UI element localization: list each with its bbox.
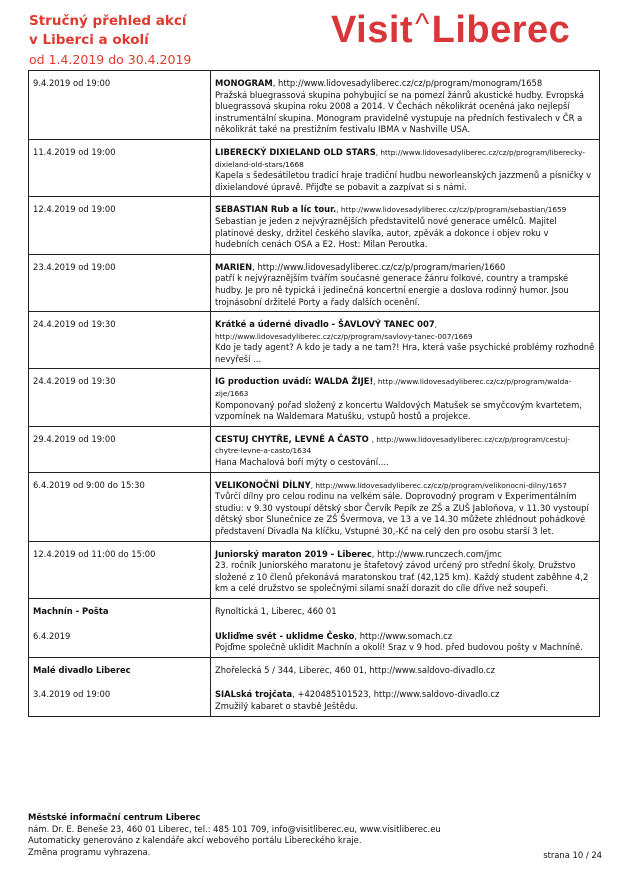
event-text: Kdo je tady agent? A kdo je tady a ne tam?! Hra, která vaše psychické problémy rozhodně nevyřeší ...	[215, 342, 595, 364]
event-link[interactable]: , http://www.lidovesadyliberec.cz/cz/p/program/walda-zije/1663	[215, 377, 572, 399]
event-link[interactable]: , http://www.lidovesadyliberec.cz/cz/p/program/velikonocni-dilny/1657	[310, 480, 567, 490]
event-title: VELIKONOČNÍ DÍLNY	[215, 479, 311, 490]
event-text: Pojďme společně uklidit Machnín a okolí! Sraz v 9 hod. před budovou pošty v Machníně.	[215, 642, 583, 653]
logo-caret: ^	[415, 8, 430, 41]
venue-name: Machnín - Pošta	[29, 598, 211, 623]
event-row	[29, 139, 600, 196]
event-description	[211, 682, 600, 716]
title-line-2: v Liberci a okolí	[29, 32, 149, 48]
event-date: 12.4.2019 od 19:00	[29, 197, 211, 254]
event-row	[29, 254, 600, 311]
event-title: Ukliďme svět - uklidme Česko	[215, 630, 355, 641]
event-description	[211, 139, 600, 196]
event-text: Tvůrčí dílny pro celou rodinu na velkém sále. Doprovodný program v Experimentálním studiu: v 9.30 vystoupí dětský sbor Červík Pepík ze ZŠ a ZUŠ Jabloňova, v 11.30 vystoupí dětský sbor Slunečnice ze ZŠ Švermova, ve 13 a ve 14.30 můžete zhlédnout pohádkové představení Divadla Na klíčku, Vstupné 30,-Kč na celý den pro osobu starší 3 let.	[215, 491, 589, 536]
footer-note-change: Změna programu vyhrazena.	[28, 846, 151, 857]
events-body	[29, 71, 600, 717]
venue-address: Rynoltická 1, Liberec, 460 01	[211, 598, 600, 623]
event-link[interactable]: , http://www.lidovesadyliberec.cz/cz/p/program/savlovy-tanec-007/1669	[215, 320, 473, 341]
event-date: 11.4.2019 od 19:00	[29, 139, 211, 196]
event-date: 23.4.2019 od 19:00	[29, 254, 211, 311]
title-line-1: Stručný přehled akcí	[29, 13, 187, 29]
event-description	[211, 71, 600, 140]
event-description	[211, 312, 600, 369]
event-text: Hana Machalová boří mýty o cestování....	[215, 457, 389, 468]
event-title: Juniorský maraton 2019 - Liberec	[215, 548, 372, 559]
venue-row	[29, 598, 600, 623]
event-date: 3.4.2019 od 19:00	[29, 682, 211, 716]
event-row	[29, 541, 600, 598]
venue-row	[29, 657, 600, 682]
event-date: 9.4.2019 od 19:00	[29, 71, 211, 140]
document-title	[29, 12, 259, 69]
footer-org: Městské informační centrum Liberec	[28, 812, 201, 822]
event-text: Pražská bluegrassová skupina pohybující se na pomezí žánrů akustické hudby. Evropská bluegrassová skupina roku 2008 a 2014. V Čechách několikrát oceněná jako nejlepší instrumentální skupina. Monogram pravidelně vystupuje na předních festivalech v ČR a několikrát také na prestižním festivalu IBMA v Nashville USA.	[215, 89, 585, 135]
event-description	[211, 541, 600, 598]
venue-name: Malé divadlo Liberec	[29, 657, 211, 682]
event-text: Kapela s šedesátiletou tradicí hraje tradiční hudbu neworleanských jazzmenů a písničky v dixielandové úpravě. Přijďte se pobavit a zazpívat si s námi.	[215, 170, 592, 192]
event-link[interactable]: , +420485101523, http://www.saldovo-divadlo.cz	[292, 689, 500, 700]
event-date: 24.4.2019 od 19:30	[29, 369, 211, 426]
event-title: CESTUJ CHYTŘE, LEVNĚ A ČASTO	[215, 433, 372, 444]
venue-address: Zhořelecká 5 / 344, Liberec, 460 01, http://www.saldovo-divadlo.cz	[211, 657, 600, 682]
event-description	[211, 426, 600, 472]
event-title: MONOGRAM	[215, 78, 273, 88]
event-link[interactable]: , http://www.runczech.com/jmc	[371, 548, 502, 559]
event-title: Krátké a úderné divadlo - ŠAVLOVÝ TANEC 007	[215, 319, 435, 330]
logo-word-visit: Visit	[331, 9, 414, 51]
event-row	[29, 472, 600, 541]
event-title: IG production uvádí: WALDA ŽIJE!	[215, 376, 374, 387]
event-text: Zmužilý kabaret o stavbě Ještědu.	[215, 700, 358, 711]
event-row	[29, 682, 600, 716]
event-row	[29, 624, 600, 658]
event-description	[211, 197, 600, 254]
event-description	[211, 472, 600, 541]
event-link[interactable]: , http://www.somach.cz	[354, 630, 453, 641]
event-title: SIALská trojčata	[215, 689, 293, 700]
event-description	[211, 369, 600, 426]
event-row	[29, 369, 600, 426]
event-date: 12.4.2019 od 11:00 do 15:00	[29, 541, 211, 598]
event-link[interactable]: , http://www.lidovesadyliberec.cz/cz/p/program/cestuj-chytre-levne-a-casto/1634	[215, 434, 570, 456]
footer-address: nám. Dr. E. Beneše 23, 460 01 Liberec, tel.: 485 101 709, info@visitliberec.eu, www.visitliberec.eu	[28, 823, 441, 834]
event-text: 23. ročník Juniorského maratonu je štafetový závod určený pro střední školy. Družstvo složené z 10 členů překonává maratonskou trať (42,125 km). Každý student zaběhne 4,2 km a celé družstvo se společnými silami snaží dorazit do cíle dříve než soupeři.	[215, 560, 589, 594]
event-row	[29, 312, 600, 369]
events-table	[28, 70, 600, 717]
event-date: 24.4.2019 od 19:30	[29, 312, 211, 369]
footer	[28, 812, 603, 858]
footer-note-auto: Automaticky generováno z kalendáře akcí webového portálu Libereckého kraje.	[28, 835, 362, 845]
event-description	[211, 624, 600, 658]
event-title: SEBASTIAN Rub a líc tour.	[215, 204, 337, 215]
event-row	[29, 197, 600, 254]
event-date: 6.4.2019 od 9:00 do 15:30	[29, 472, 211, 541]
event-link[interactable]: , http://www.lidovesadyliberec.cz/cz/p/program/monogram/1658	[272, 78, 543, 88]
page-number: strana 10 / 24	[543, 850, 602, 860]
visit-liberec-logo	[331, 9, 570, 52]
event-title: LIBERECKÝ DIXIELAND OLD STARS	[215, 146, 376, 157]
event-row	[29, 71, 600, 140]
event-date: 29.4.2019 od 19:00	[29, 426, 211, 472]
event-text: Komponovaný pořad složený z koncertu Waldových Matušek se smyčcovým kvartetem, vzpomínek na Waldemara Matušku, vstupů hostů a projekce.	[215, 399, 582, 422]
event-title: MARIEN	[215, 261, 253, 272]
logo-word-liberec: Liberec	[431, 9, 571, 51]
event-text: Sebastian je jeden z nejvýraznějších představitelů nové generace umělců. Majitel platinové desky, držitel českého slavíka, autor, zpěvák a dokonce i objev roku v hudebních cenách OSA a E2. Host: Milan Peroutka.	[215, 215, 557, 250]
event-link[interactable]: , http://www.lidovesadyliberec.cz/cz/p/program/sebastian/1659	[336, 205, 567, 215]
event-link[interactable]: , http://www.lidovesadyliberec.cz/cz/p/program/marien/1660	[252, 261, 506, 272]
event-link[interactable]: , http://www.lidovesadyliberec.cz/cz/p/program/liberecky-dixieland-old-stars/1668	[215, 147, 585, 169]
date-range: od 1.4.2019 do 30.4.2019	[29, 52, 192, 67]
event-row	[29, 426, 600, 472]
event-date: 6.4.2019	[29, 624, 211, 658]
event-description	[211, 254, 600, 311]
event-text: patří k nejvýraznějším tvářím současné generace žánru folkové, country a trampské hudby. Je pro ně typická i jedinečná koncertní energie a doslova rodinný humor. Jsou trojnásobní držitelé Porty a řady dalších ocenění.	[215, 273, 569, 307]
